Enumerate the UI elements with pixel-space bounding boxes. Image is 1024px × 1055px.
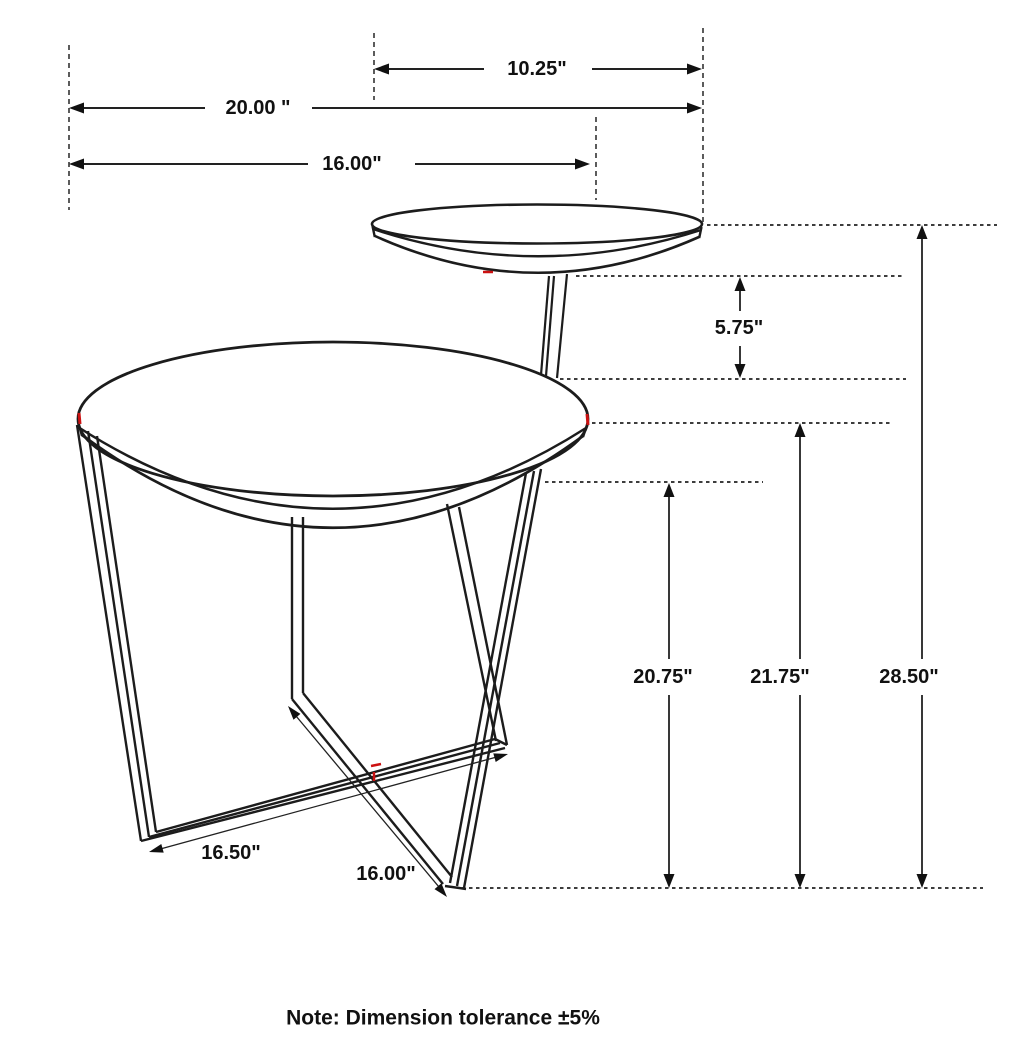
- dimension-label-base-width: 16.00": [356, 863, 416, 885]
- rear-left-leg: [292, 517, 303, 699]
- dimension-label-upper-top-width: 10.25": [507, 58, 567, 80]
- arrowhead-up: [795, 423, 806, 437]
- dimension-overall-height: [879, 225, 939, 888]
- lower-tabletop-surface: [78, 342, 588, 496]
- red-mark-lower-right: [587, 414, 588, 425]
- connecting-post: [541, 274, 567, 378]
- dimension-lower-top-height: [750, 423, 810, 888]
- tolerance-note: Note: Dimension tolerance ±5%: [286, 1006, 600, 1030]
- upper-tabletop-surface: [372, 205, 702, 244]
- guide-lines: [69, 28, 703, 225]
- arrowhead-left: [69, 103, 84, 114]
- dimension-label-overall-width: 20.00 ": [225, 97, 291, 119]
- arrowhead-right: [575, 159, 590, 170]
- arrowhead-up: [917, 225, 928, 239]
- dimension-label-lower-clearance-height: 20.75": [633, 666, 693, 688]
- lower-tabletop-rim-bottom: [82, 435, 583, 528]
- dimension-tier-gap-height: [715, 277, 763, 378]
- upper-tabletop-rim-bottom: [375, 236, 699, 273]
- dimension-upper-top-width: [374, 58, 702, 80]
- lower-tabletop: [78, 342, 588, 528]
- arrowhead-up: [735, 277, 746, 291]
- red-mark-lower-left: [79, 413, 80, 424]
- arrowhead-down: [664, 874, 675, 888]
- dimension-base-depth: [149, 753, 508, 864]
- arrowhead-left: [374, 64, 389, 75]
- floor-bar-left: [141, 739, 505, 841]
- upper-tabletop: [372, 205, 702, 273]
- dimension-label-base-depth: 16.50": [201, 842, 261, 864]
- dimension-lower-top-width: [69, 153, 590, 175]
- dimension-label-tier-gap-height: 5.75": [714, 317, 764, 339]
- dimension-base-width: [288, 706, 447, 897]
- dimension-label-lower-top-height: 21.75": [750, 666, 810, 688]
- dimension-label-overall-height: 28.50": [879, 666, 939, 688]
- dimension-overall-width: [69, 97, 702, 119]
- arrowhead-right: [687, 103, 702, 114]
- arrowhead-down: [735, 364, 746, 378]
- arrowhead-down: [795, 874, 806, 888]
- arrowhead-down: [917, 874, 928, 888]
- arrowhead-upper-right: [493, 753, 508, 762]
- front-left-leg: [77, 425, 156, 841]
- arrowhead-up: [664, 483, 675, 497]
- arrowhead-lower-left: [149, 844, 164, 853]
- dimension-label-lower-top-width: 16.00": [322, 153, 382, 175]
- arrowhead-right: [687, 64, 702, 75]
- dimension-lower-clearance-height: [633, 483, 693, 888]
- arrowhead-left: [69, 159, 84, 170]
